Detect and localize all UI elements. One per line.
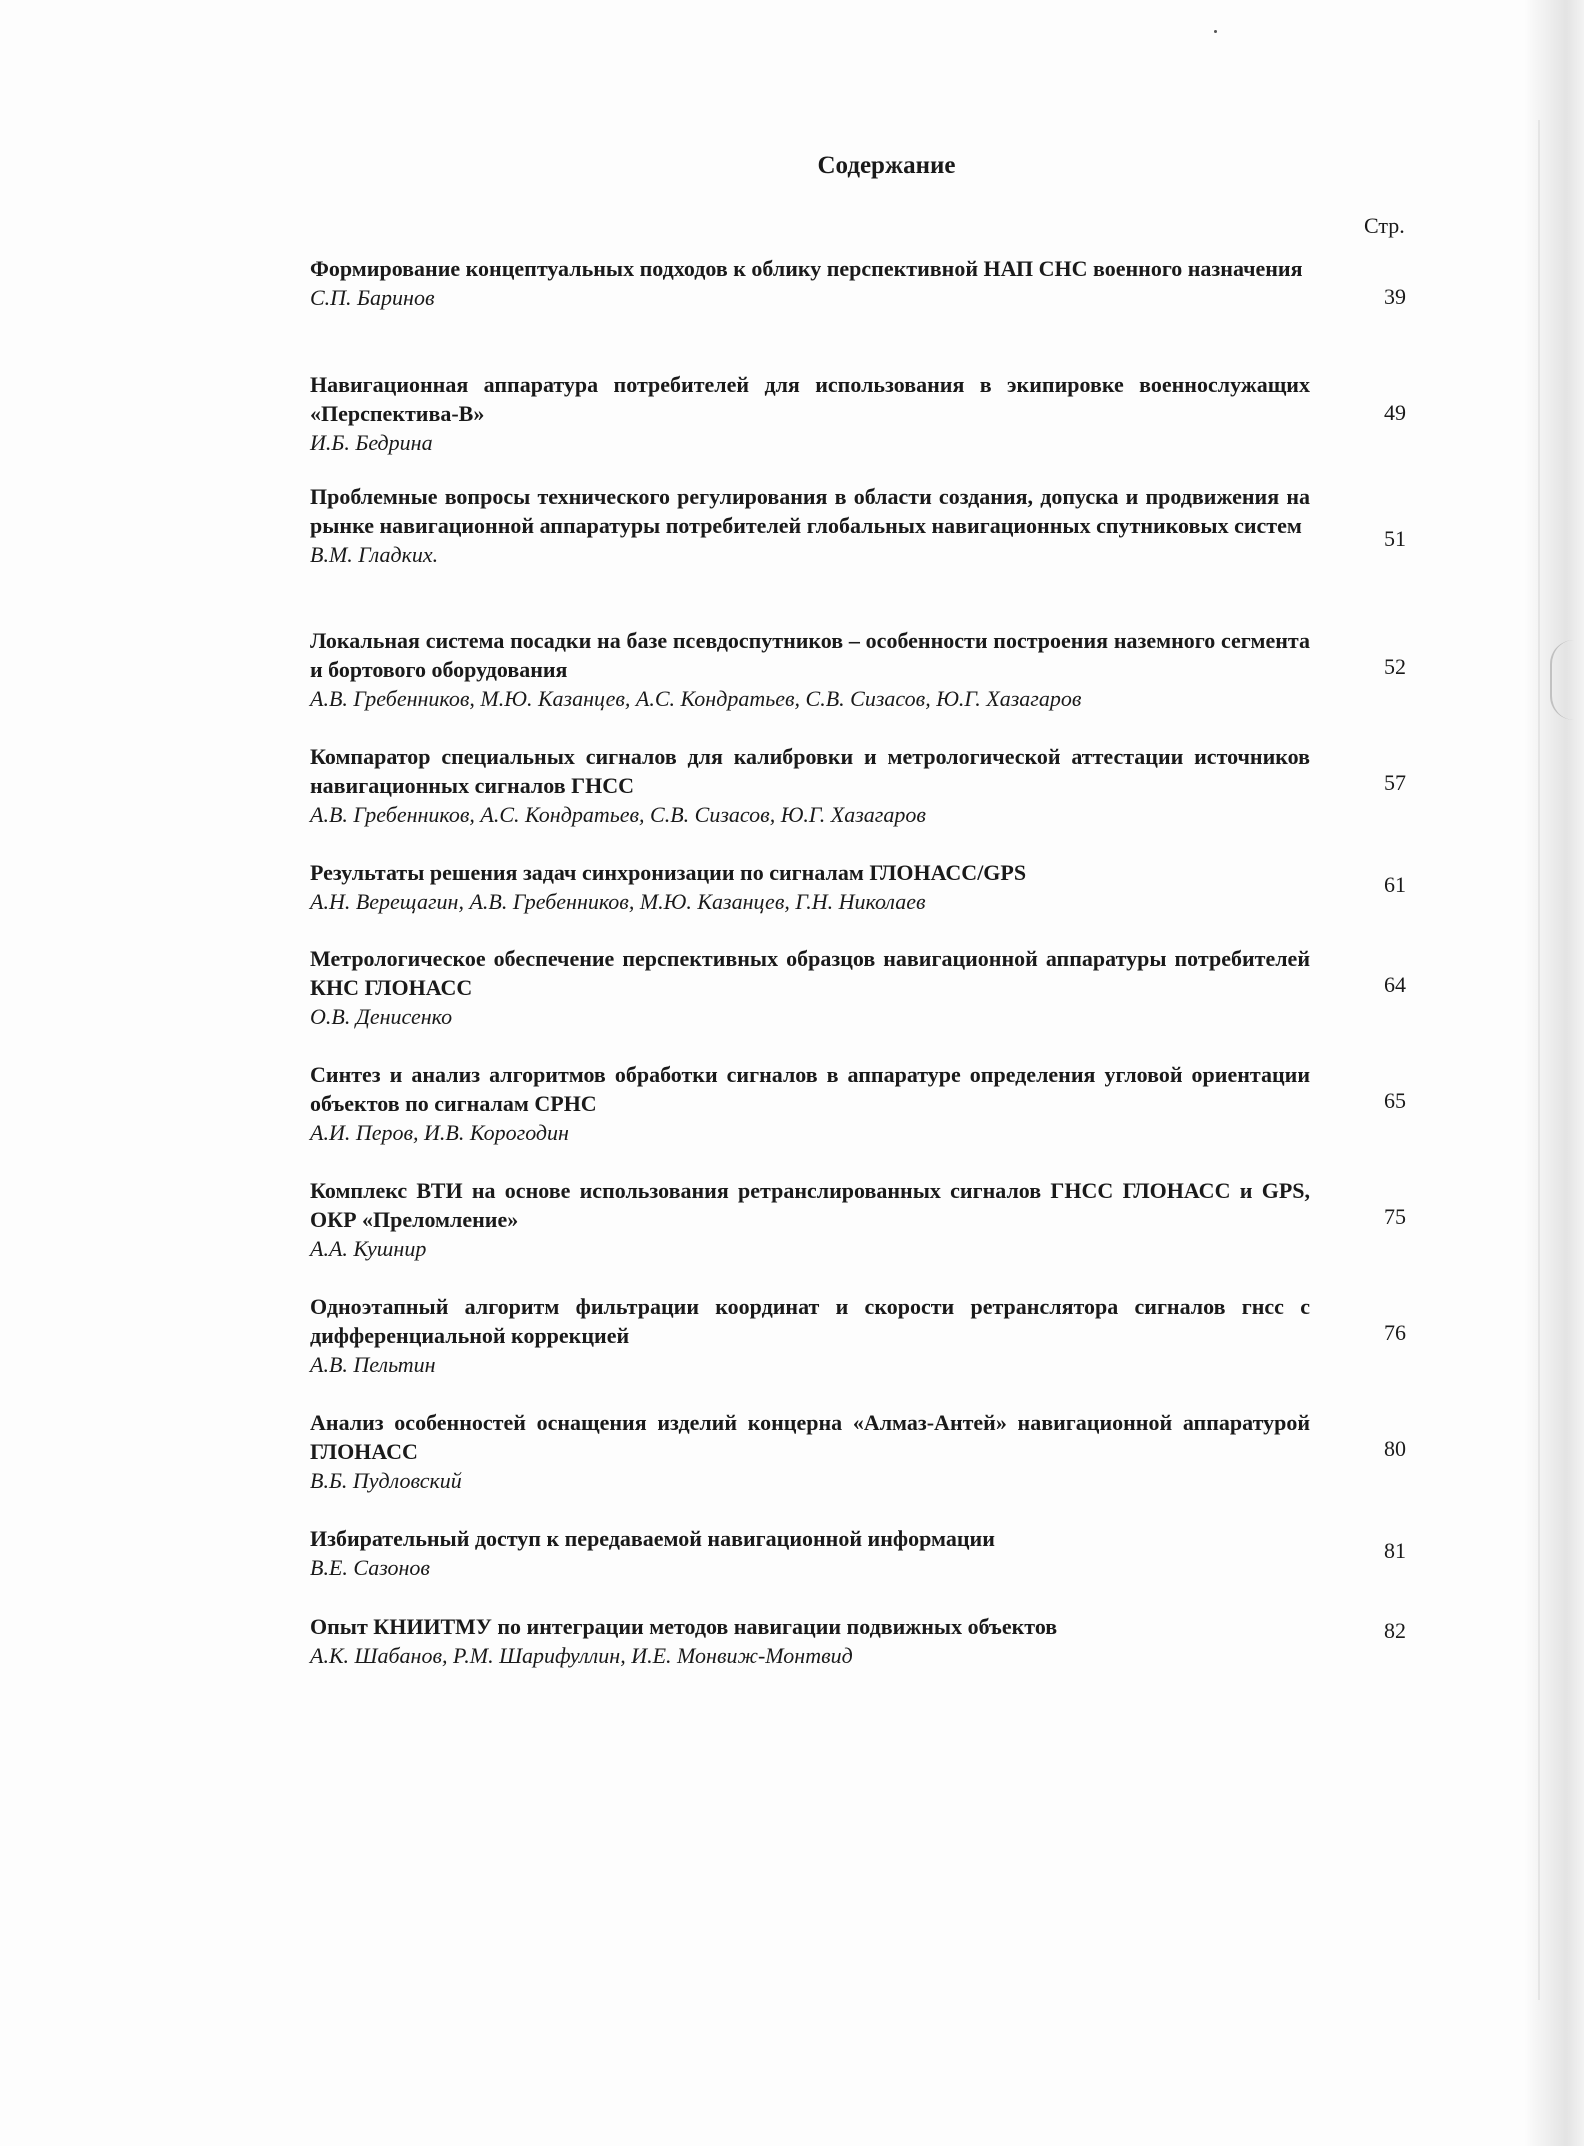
toc-entry-authors: А.В. Пельтин — [310, 1352, 436, 1377]
toc-entry-page: 81 — [1384, 1538, 1406, 1563]
toc-entry-title: Избирательный доступ к передаваемой навигационной информации — [310, 1526, 995, 1551]
toc-entry-text — [310, 1176, 1310, 1263]
toc-entry-page: 80 — [1384, 1436, 1406, 1461]
toc-entry[interactable] — [310, 1408, 1420, 1495]
scan-edge-curve — [1550, 640, 1574, 720]
toc-entry-text — [310, 944, 1310, 1031]
toc-entry-page: 82 — [1384, 1618, 1406, 1643]
toc-entry-page: 52 — [1384, 654, 1406, 679]
toc-entry-text — [310, 626, 1310, 713]
toc-entry-title: Результаты решения задач синхронизации по сигналам ГЛОНАСС/GPS — [310, 860, 1027, 885]
toc-entry-title: Анализ особенностей оснащения изделий концерна «Алмаз-Антей» навигационной аппаратурой ГЛОНАСС — [310, 1410, 1310, 1464]
toc-entry-title: Навигационная аппаратура потребителей для использования в экипировке военнослужащих «Перспектива-В» — [310, 372, 1310, 426]
toc-entry-text — [310, 858, 1310, 916]
toc-entry-text — [310, 370, 1310, 457]
scan-edge-line — [1538, 120, 1540, 2000]
toc-entry-title: Комплекс ВТИ на основе использования ретранслированных сигналов ГНСС ГЛОНАСС и GPS, ОКР «Преломление» — [310, 1178, 1310, 1232]
scan-edge-shadow — [1524, 0, 1584, 2146]
toc-entry[interactable] — [310, 1612, 1420, 1670]
toc-entry-authors: А.В. Гребенников, М.Ю. Казанцев, А.С. Кондратьев, С.В. Сизасов, Ю.Г. Хазагаров — [310, 686, 1082, 711]
toc-entry-text — [310, 1060, 1310, 1147]
toc-entry-authors: А.В. Гребенников, А.С. Кондратьев, С.В. Сизасов, Ю.Г. Хазагаров — [310, 802, 926, 827]
toc-entry-authors: А.К. Шабанов, Р.М. Шарифуллин, И.Е. Монвиж-Монтвид — [310, 1643, 853, 1668]
toc-entry-authors: А.А. Кушнир — [310, 1236, 427, 1261]
toc-entry-text — [310, 1524, 1310, 1582]
toc-entry-authors: В.М. Гладких. — [310, 542, 439, 567]
toc-entry-text — [310, 254, 1310, 312]
toc-entry-page: 39 — [1384, 284, 1406, 309]
toc-entry[interactable] — [310, 944, 1420, 1031]
toc-entry[interactable] — [310, 1060, 1420, 1147]
toc-entry-text — [310, 1292, 1310, 1379]
toc-entry[interactable] — [310, 742, 1420, 829]
toc-entry-page: 57 — [1384, 770, 1406, 795]
toc-entry-page: 61 — [1384, 872, 1406, 897]
toc-entry-title: Опыт КНИИТМУ по интеграции методов навигации подвижных объектов — [310, 1614, 1058, 1639]
toc-entry-title: Формирование концептуальных подходов к облику перспективной НАП СНС военного назначения — [310, 256, 1303, 281]
toc-entry-page: 76 — [1384, 1320, 1406, 1345]
toc-entry-title: Локальная система посадки на базе псевдоспутников – особенности построения наземного сегмента и бортового оборудования — [310, 628, 1310, 682]
toc-entry-page: 75 — [1384, 1204, 1406, 1229]
toc-entry[interactable] — [310, 370, 1420, 457]
scan-speck — [1214, 30, 1217, 33]
toc-entry[interactable] — [310, 1292, 1420, 1379]
toc-entry-text — [310, 482, 1310, 569]
toc-entry-title: Метрологическое обеспечение перспективных образцов навигационной аппаратуры потребителей КНС ГЛОНАСС — [310, 946, 1310, 1000]
toc-entry-authors: А.Н. Верещагин, А.В. Гребенников, М.Ю. Казанцев, Г.Н. Николаев — [310, 889, 926, 914]
toc-entry-title: Проблемные вопросы технического регулирования в области создания, допуска и продвижения на рынке навигационной аппаратуры потребителей глобальных навигационных спутниковых систем — [310, 484, 1310, 538]
toc-entry[interactable] — [310, 1524, 1420, 1582]
toc-entry-authors: С.П. Баринов — [310, 285, 435, 310]
toc-entry-authors: О.В. Денисенко — [310, 1004, 453, 1029]
toc-entry-title: Одноэтапный алгоритм фильтрации координат и скорости ретранслятора сигналов гнсс с дифференциальной коррекцией — [310, 1294, 1310, 1348]
toc-entry-page: 51 — [1384, 526, 1406, 551]
toc-entry-text — [310, 1612, 1310, 1670]
toc-entry[interactable] — [310, 1176, 1420, 1263]
page-title: Содержание — [817, 152, 956, 179]
toc-entry[interactable] — [310, 626, 1420, 713]
toc-entry-page: 49 — [1384, 400, 1406, 425]
toc-entry-page: 65 — [1384, 1088, 1406, 1113]
toc-entry-page: 64 — [1384, 972, 1406, 997]
toc-entry[interactable] — [310, 482, 1420, 569]
toc-entry-authors: В.Е. Сазонов — [310, 1555, 430, 1580]
toc-entry[interactable] — [310, 254, 1420, 312]
toc-entry-text — [310, 742, 1310, 829]
page-column-header: Стр. — [1364, 213, 1405, 238]
toc-entry-authors: В.Б. Пудловский — [310, 1468, 462, 1493]
toc-entry[interactable] — [310, 858, 1420, 916]
toc-entry-text — [310, 1408, 1310, 1495]
toc-entry-title: Компаратор специальных сигналов для калибровки и метрологической аттестации источников навигационных сигналов ГНСС — [310, 744, 1310, 798]
toc-entry-authors: И.Б. Бедрина — [310, 430, 433, 455]
toc-entry-authors: А.И. Перов, И.В. Корогодин — [310, 1120, 569, 1145]
toc-entry-title: Синтез и анализ алгоритмов обработки сигналов в аппаратуре определения угловой ориентации объектов по сигналам СРНС — [310, 1062, 1310, 1116]
